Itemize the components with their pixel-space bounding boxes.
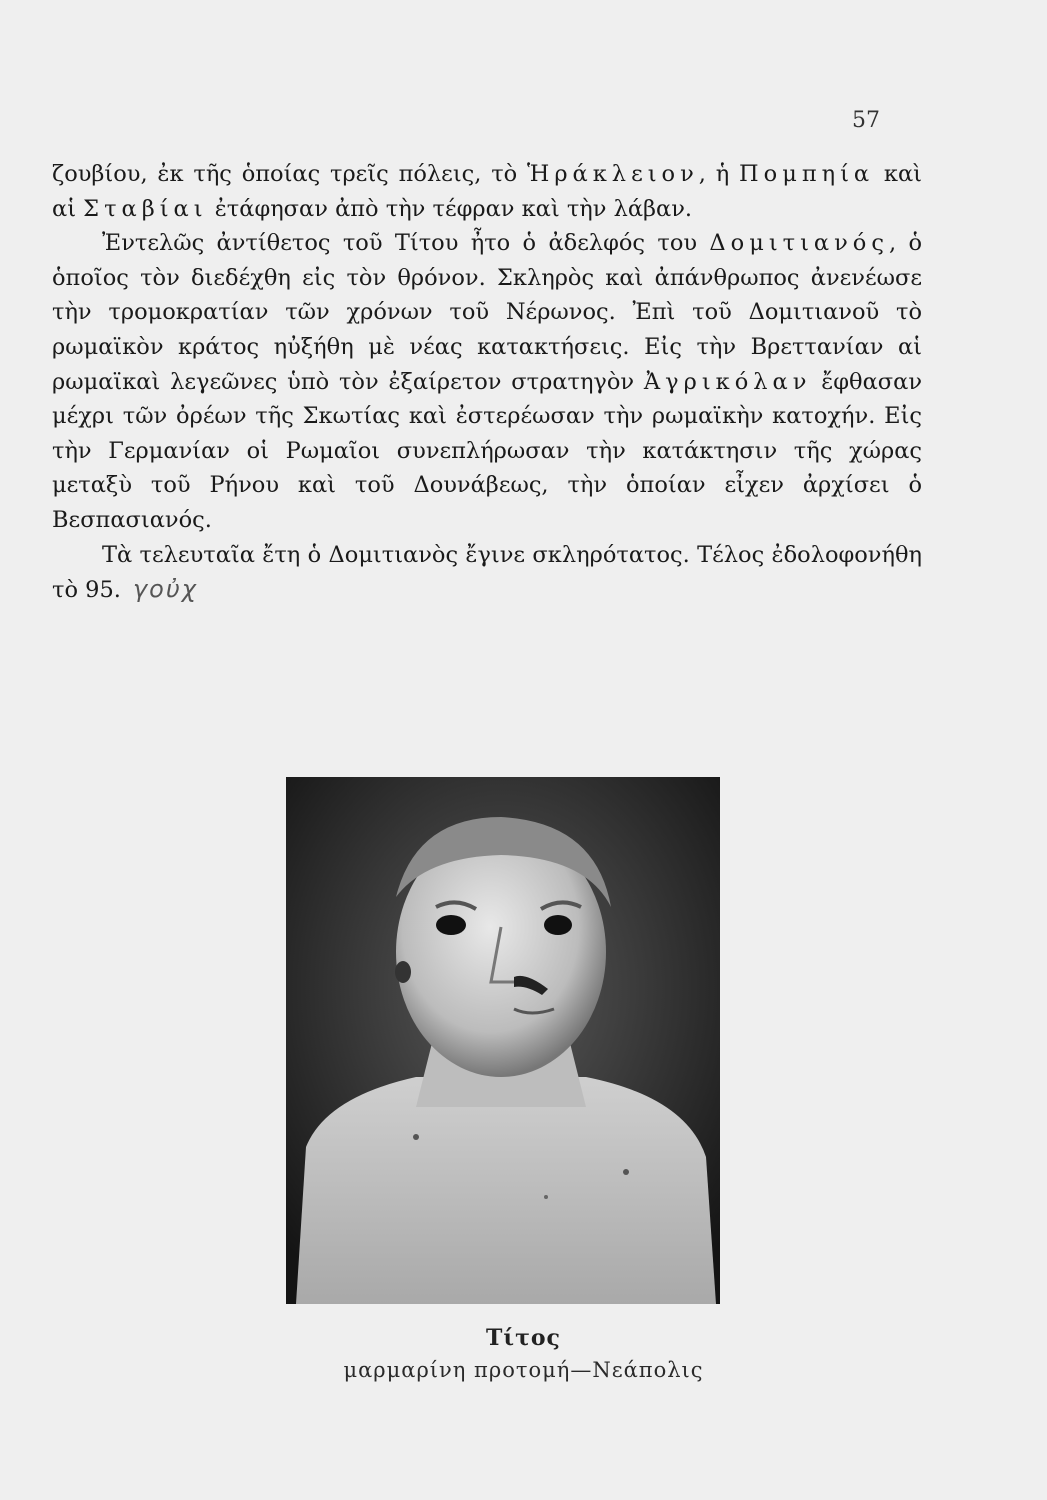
bust-photograph [286,777,720,1304]
page-number: 57 [852,108,880,133]
paragraph-3: Τὰ τελευταῖα ἔτη ὁ Δομιτιανὸς ἔγινε σκληρότατος. Τέλος ἐδολοφονήθη τὸ 95. γοὐχ [52,541,922,604]
paragraph-1: ζουβίου, ἐκ τῆς ὁποίας τρεῖς πόλεις, τὸ Ἡράκλειον, ἡ Πομπηία καὶ αἱ Σταβίαι ἐτάφησαν ἀπὸ τὴν τέφραν καὶ τὴν λάβαν. [52,161,922,222]
paragraph-2: Ἐντελῶς ἀντίθετος τοῦ Τίτου ἦτο ὁ ἀδελφός του Δομιτιανός, ὁ ὁποῖος τὸν διεδέχθη εἰς τὸν θρόνον. Σκληρὸς καὶ ἀπάνθρωπος ἀνενέωσε τὴν τρομοκρατίαν τῶν χρόνων τοῦ Νέρωνος. Ἐπὶ τοῦ Δομιτιανοῦ τὸ ρωμαϊκὸν κράτος ηὐξήθη μὲ νέας κατακτήσεις. Εἰς τὴν Βρεττανίαν αἱ ρωμαϊκαὶ λεγεῶνες ὑπὸ τὸν ἐξαίρετον στρατηγὸν Ἀγρικόλαν ἔφθασαν μέχρι τῶν ὀρέων τῆς Σκωτίας καὶ ἐστερέωσαν τὴν ρωμαϊκὴν κατοχήν. Εἰς τὴν Γερμανίαν οἱ Ρωμαῖοι συνεπλήρωσαν τὴν κατάκτησιν τῆς χώρας μεταξὺ τοῦ Ρήνου καὶ τοῦ Δουνάβεως, τὴν ὁποίαν εἶχεν ἀρχίσει ὁ Βεσπασιανός. [52,230,922,533]
spaced-name-stabiae: Σταβίαι [83,195,208,222]
body-text [52,157,922,608]
figure-title: Τίτος [486,1325,561,1351]
handwritten-note: γοὐχ [132,575,198,604]
spaced-name-agricola: Ἀγρικόλαν [643,368,812,395]
spaced-name-pompeii: Πομπηία [739,161,875,187]
spaced-name-herculaneum: Ἡράκλειον [527,161,699,187]
spaced-name-domitian: Δομιτιανός [709,230,889,257]
figure-caption: μαρμαρίνη προτομή—Νεάπολις [343,1358,704,1382]
